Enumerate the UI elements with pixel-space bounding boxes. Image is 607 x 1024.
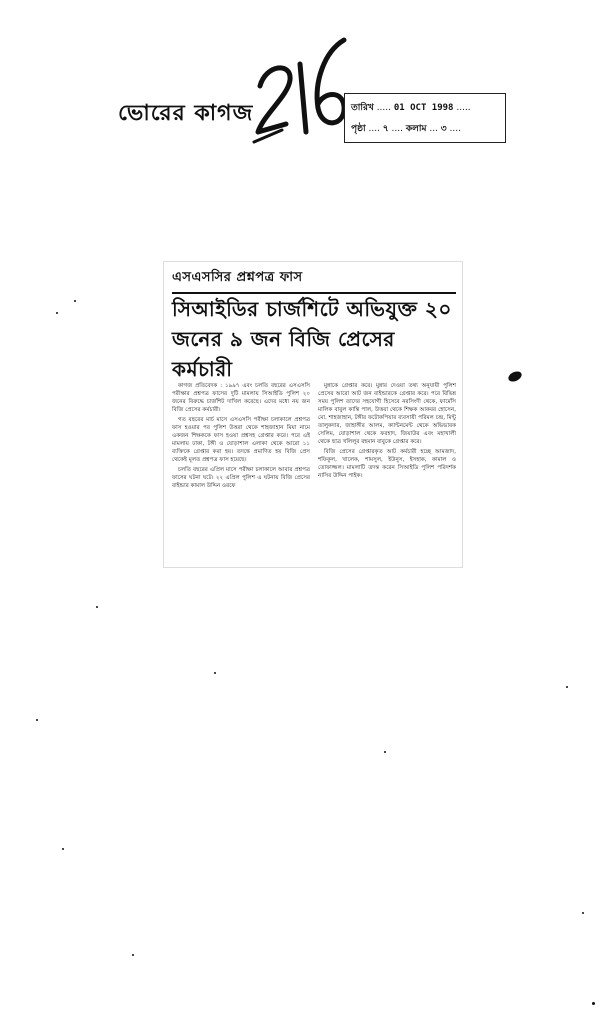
scan-speck [384,751,386,753]
article-kicker: এসএসসির প্রশ্নপত্র ফাস [172,268,456,294]
stamp-column-value: ৩ [440,124,447,134]
paragraph: চলতি বছরের এপ্রিল মাসে পরীক্ষা চলাকালে আবার প্রশ্নপত্র ফাসের ঘটনা ঘটে। ২২ এপ্রিল পুলিশ এ ঘটনায় বিজি প্রেসের বাইন্ডার কামাল উদ্দিন ওরফে [172,467,310,489]
stamp-page-row: পৃষ্ঠা .... ৭ .... কলাম ... ৩ .... [351,124,461,134]
archive-date-stamp [344,93,506,143]
ink-blot [507,369,523,383]
article-column-2 [318,382,456,561]
paragraph: বিজি প্রেসের গ্রেপ্তারকৃত আট কর্মচারী হচ্ছে আমজাদ, শফিকুল, খালেক, শামসুল, ইউনুস, ইসহাক, কামাল ও তোফাজ্জল। মামলাটি তদন্ত করেন সিআইডি পুলিশ পরিদর্শক নাসির উদ্দিন পাইক। [318,449,456,479]
article-column-1 [172,382,310,561]
stamp-page-label: পৃষ্ঠা [351,124,366,134]
scan-speck [214,672,216,674]
handwritten-mark-216 [252,34,352,144]
newspaper-masthead: ভোরের কাগজ [118,101,254,126]
stamp-column-label: কলাম [405,124,427,134]
stamp-page-value: ৭ [382,124,389,134]
paragraph: গত বছরের মার্চ মাসে এসএসসি পরীক্ষা চলাকালে প্রশ্নপত্র ফাস হওয়ার পর পুলিশ উত্তরা থেকে শাহজাহান মিয়া নামে একজন শিক্ষককে ফাস হওয়া প্রশ্নসহ গ্রেপ্তার করে। পরে এই মামলায় ঢাকা, টঙ্গী ও যোড়াশাল এলাকা থেকে আরো ১১ ব্যক্তিকে গ্রেপ্তার করা হয়। তদন্তে প্রমাণিত হয় বিজি প্রেস থেকেই মূলত প্রশ্নপত্র ফাস হয়েছে। [172,417,310,463]
article-headline [172,294,456,384]
stamp-date-label: তারিখ [351,103,374,113]
newspaper-clipping [164,262,462,567]
scan-speck [566,686,568,688]
scan-speck [56,312,58,314]
stamp-date-value: 01 OCT 1998 [393,103,454,113]
headline-line-2: জনের ৯ জন বিজি প্রেসের কর্মচারী [172,327,395,381]
headline-line-1: সিআইডির চার্জশিটে অভিযুক্ত ২০ [172,297,452,321]
stamp-date-row: তারিখ ..... 01 OCT 1998 ..... [351,103,471,113]
scan-speck [62,848,64,850]
scan-speck [582,912,584,914]
article-body [172,382,456,561]
scan-speck [96,606,98,608]
paragraph: মুন্নাকে গ্রেপ্তার করে। মুন্নার দেওয়া তথ্য অনুযায়ী পুলিশ প্রেসের আরো আট জন বাইন্ডারকে গ্রেপ্তার করে। পরে বিভিন্ন সময় পুলিশ তাদের সহযোগী হিসেবে নরসিংদী থেকে, ফার্মেসি মালিক বাবুল কান্তি পাল, উত্তরা থেকে শিক্ষক আকবর হোসেন, মো. শাহজাহান, টঙ্গীর ফটোকপিয়ার ব্যবসায়ী পরিমল চন্দ্র, মিন্টু তালুকদার, জাহাঙ্গীর আলম, ক্যান্টনমেন্ট থেকে অভিভাবক সেলিম, যোড়াশাল থেকে ফরহাদ, জিয়াউর এবং মহাখালী থেকে ছাত্র খলিলুর রহমান বাবুকে গ্রেপ্তার করে। [318,383,456,445]
scan-speck [36,719,38,721]
scan-speck [132,954,134,956]
paragraph: কাগজ প্রতিবেদক : ১৯৯৭ এবং চলতি বছরের এসএসসি পরীক্ষার প্রশ্নপত্র ফাসের দুটি মামলায় সিআইডি পুলিশ ২০ জনের বিরুদ্ধে চার্জশিট দাখিল করেছে। এদের মধ্যে নয় জন বিজি প্রেসের কর্মচারী। [172,383,310,413]
scan-speck [592,1002,595,1005]
scan-speck [74,300,76,302]
